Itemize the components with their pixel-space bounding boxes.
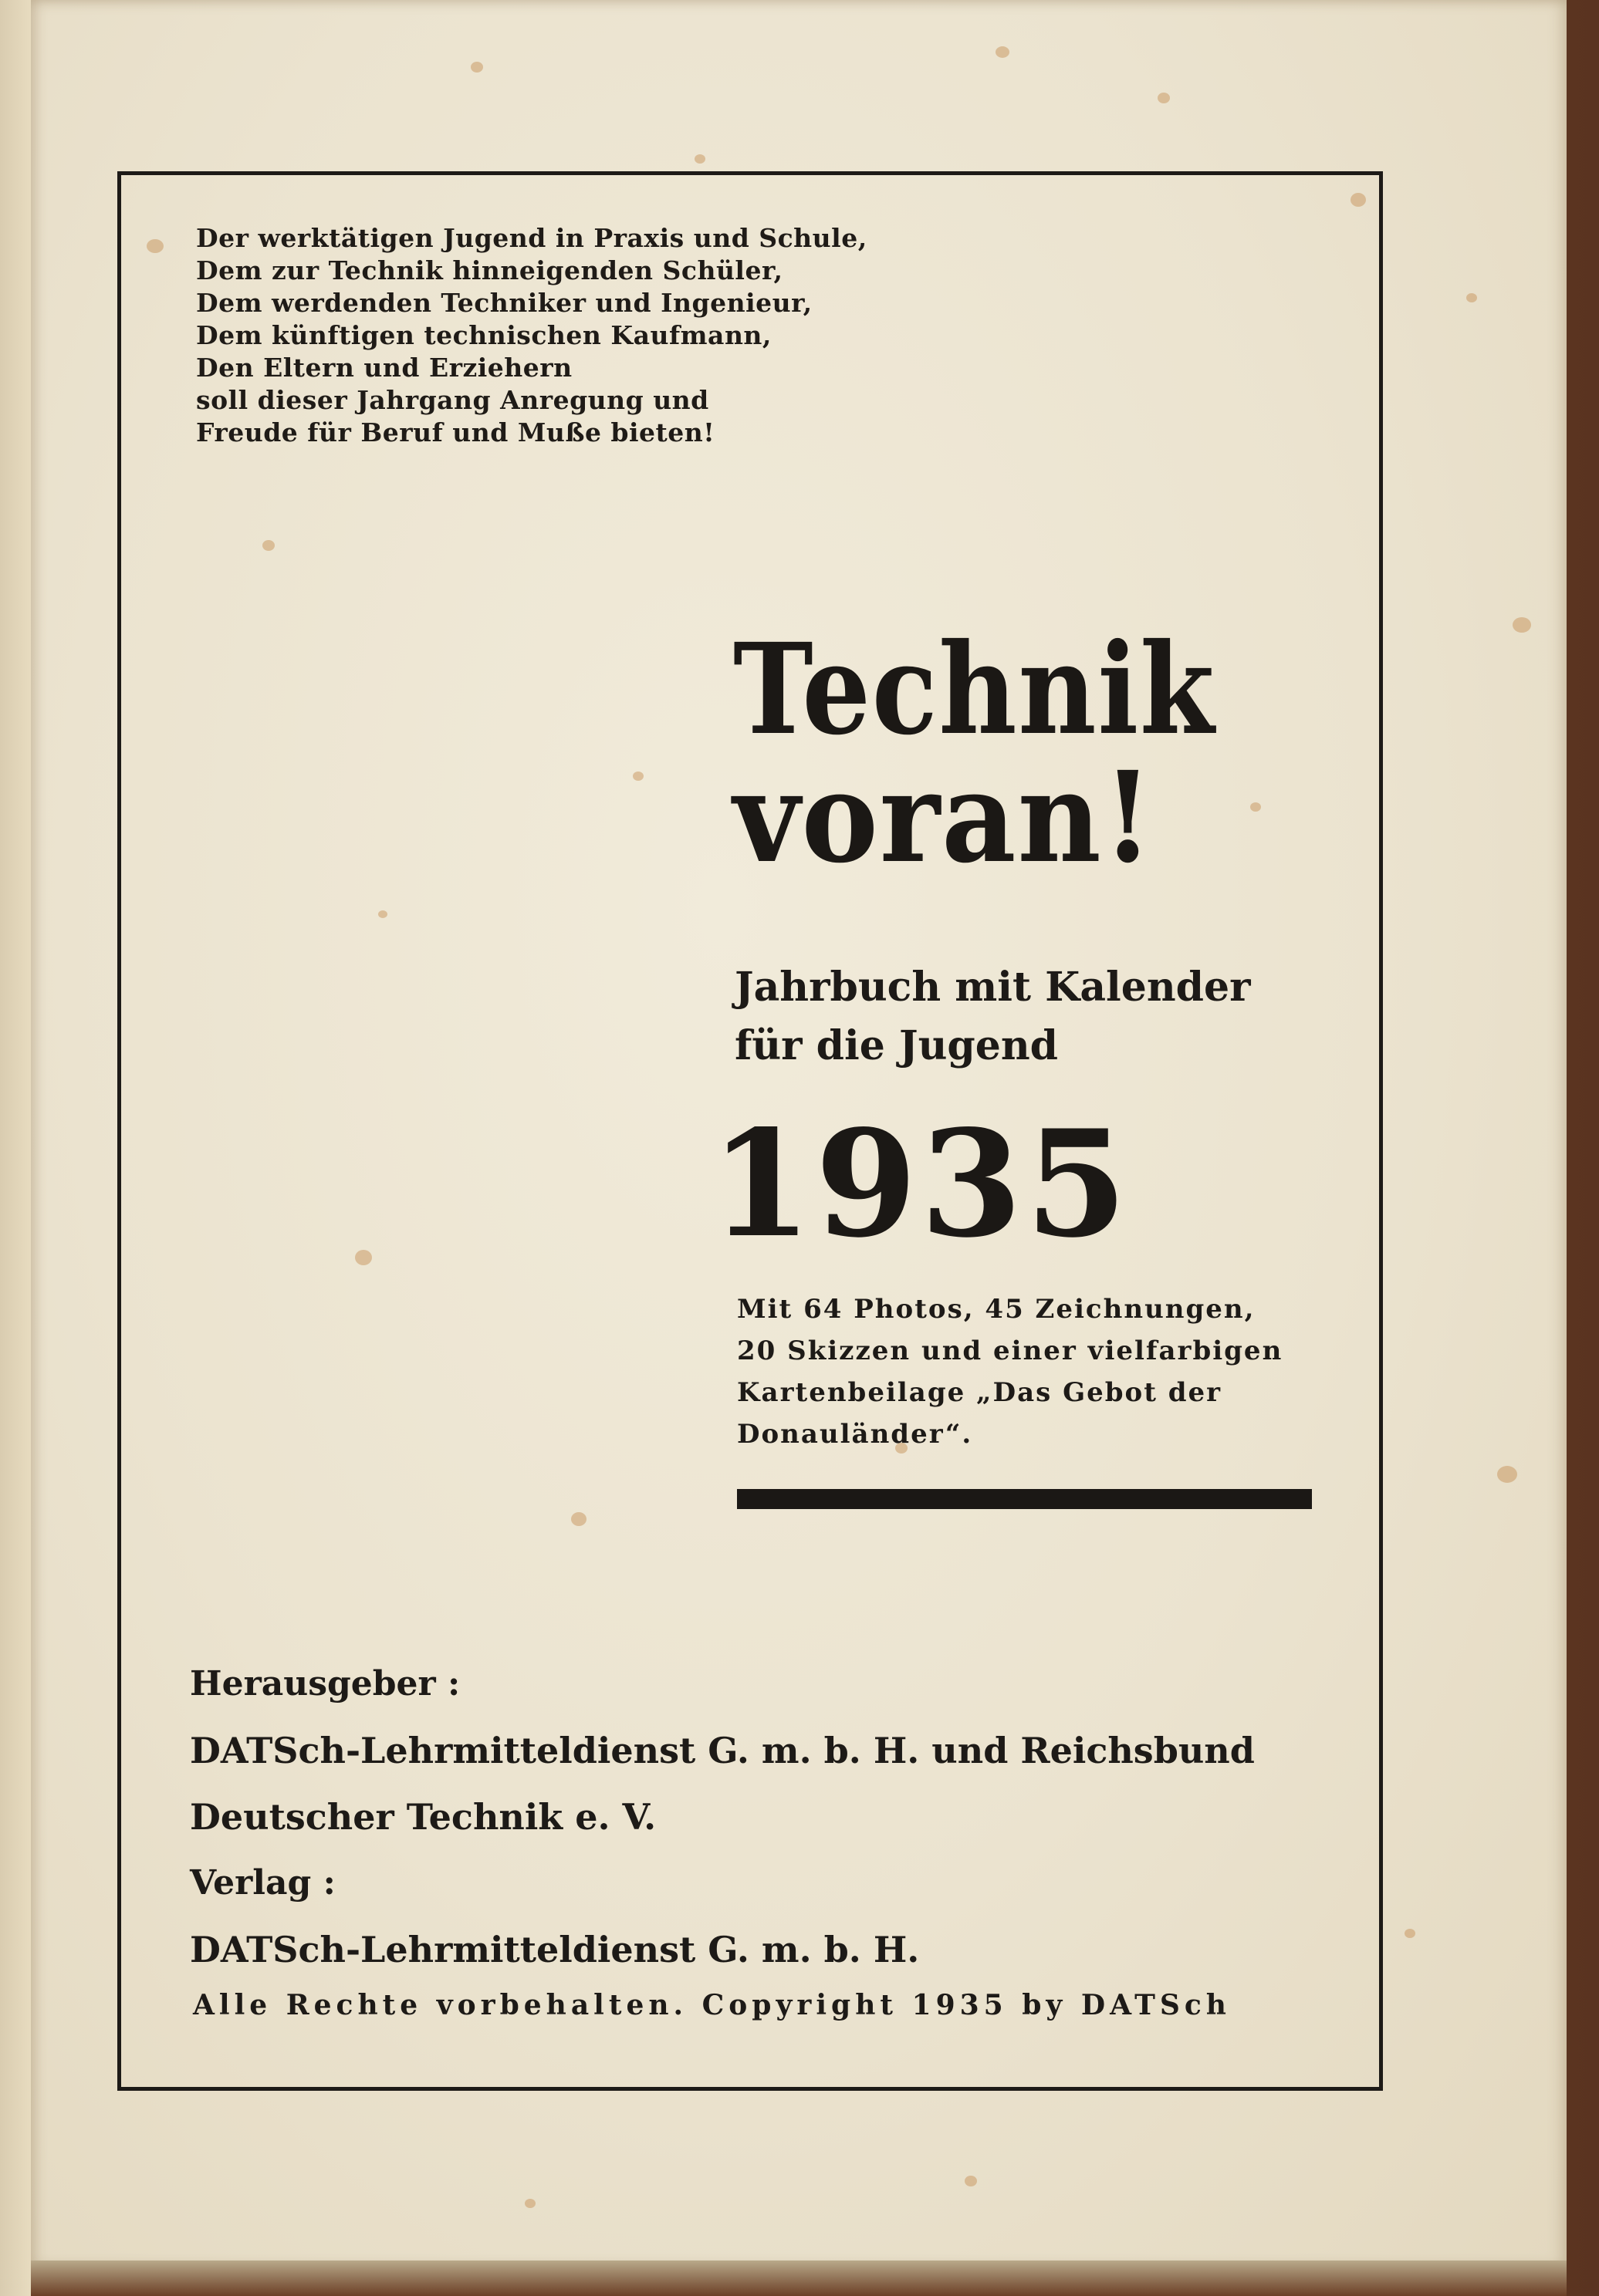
foxing-spot	[471, 62, 483, 73]
editor-label: Herausgeber :	[190, 1664, 461, 1703]
dedication-line: Dem werdenden Techniker und Ingenieur,	[196, 288, 813, 318]
foxing-spot	[1405, 1929, 1415, 1938]
dedication-text	[196, 222, 968, 449]
dedication-line: Der werktätigen Jugend in Praxis und Schule,	[196, 223, 867, 253]
editor-line-2: Deutscher Technik e. V.	[190, 1796, 657, 1838]
title-line-2: voran!	[733, 745, 1154, 891]
illustrations-line: Donauländer“.	[737, 1419, 973, 1450]
press-label: Verlag :	[190, 1863, 336, 1903]
dedication-line: Den Eltern und Erziehern	[196, 353, 573, 383]
book-title	[733, 616, 1320, 891]
foxing-spot	[1497, 1466, 1517, 1483]
foxing-spot	[525, 2199, 536, 2208]
foxing-spot	[965, 2176, 977, 2186]
foxing-spot	[996, 46, 1009, 58]
press-line: DATSch-Lehrmitteldienst G. m. b. H.	[190, 1929, 920, 1970]
illustrations-note	[737, 1288, 1323, 1455]
copyright-notice: Alle Rechte vorbehalten. Copyright 1935 by DATSch	[193, 1989, 1231, 2021]
dedication-line: Freude für Beruf und Muße bieten!	[196, 417, 715, 447]
foxing-spot	[695, 154, 705, 164]
dedication-line: Dem künftigen technischen Kaufmann,	[196, 320, 772, 350]
foxing-spot	[1466, 293, 1477, 302]
publication-year: 1935	[710, 1098, 1131, 1270]
page-bottom-shadow	[31, 2261, 1567, 2296]
illustrations-line: Mit 64 Photos, 45 Zeichnungen,	[737, 1294, 1256, 1325]
illustrations-line: Kartenbeilage „Das Gebot der	[737, 1377, 1222, 1408]
book-subtitle	[735, 958, 1321, 1075]
dedication-line: soll dieser Jahrgang Anregung und	[196, 385, 709, 415]
foxing-spot	[1158, 93, 1170, 103]
publisher-block	[190, 1651, 1363, 1983]
subtitle-line-2: für die Jugend	[735, 1022, 1058, 1069]
divider-rule	[737, 1489, 1312, 1509]
illustrations-line: 20 Skizzen und einer vielfarbigen	[737, 1335, 1283, 1366]
dedication-line: Dem zur Technik hinneigenden Schüler,	[196, 255, 783, 285]
title-line-1: Technik	[733, 616, 1216, 763]
foxing-spot	[1513, 617, 1531, 633]
subtitle-line-1: Jahrbuch mit Kalender	[735, 964, 1251, 1011]
editor-line-1: DATSch-Lehrmitteldienst G. m. b. H. und Reichsbund	[190, 1730, 1255, 1771]
